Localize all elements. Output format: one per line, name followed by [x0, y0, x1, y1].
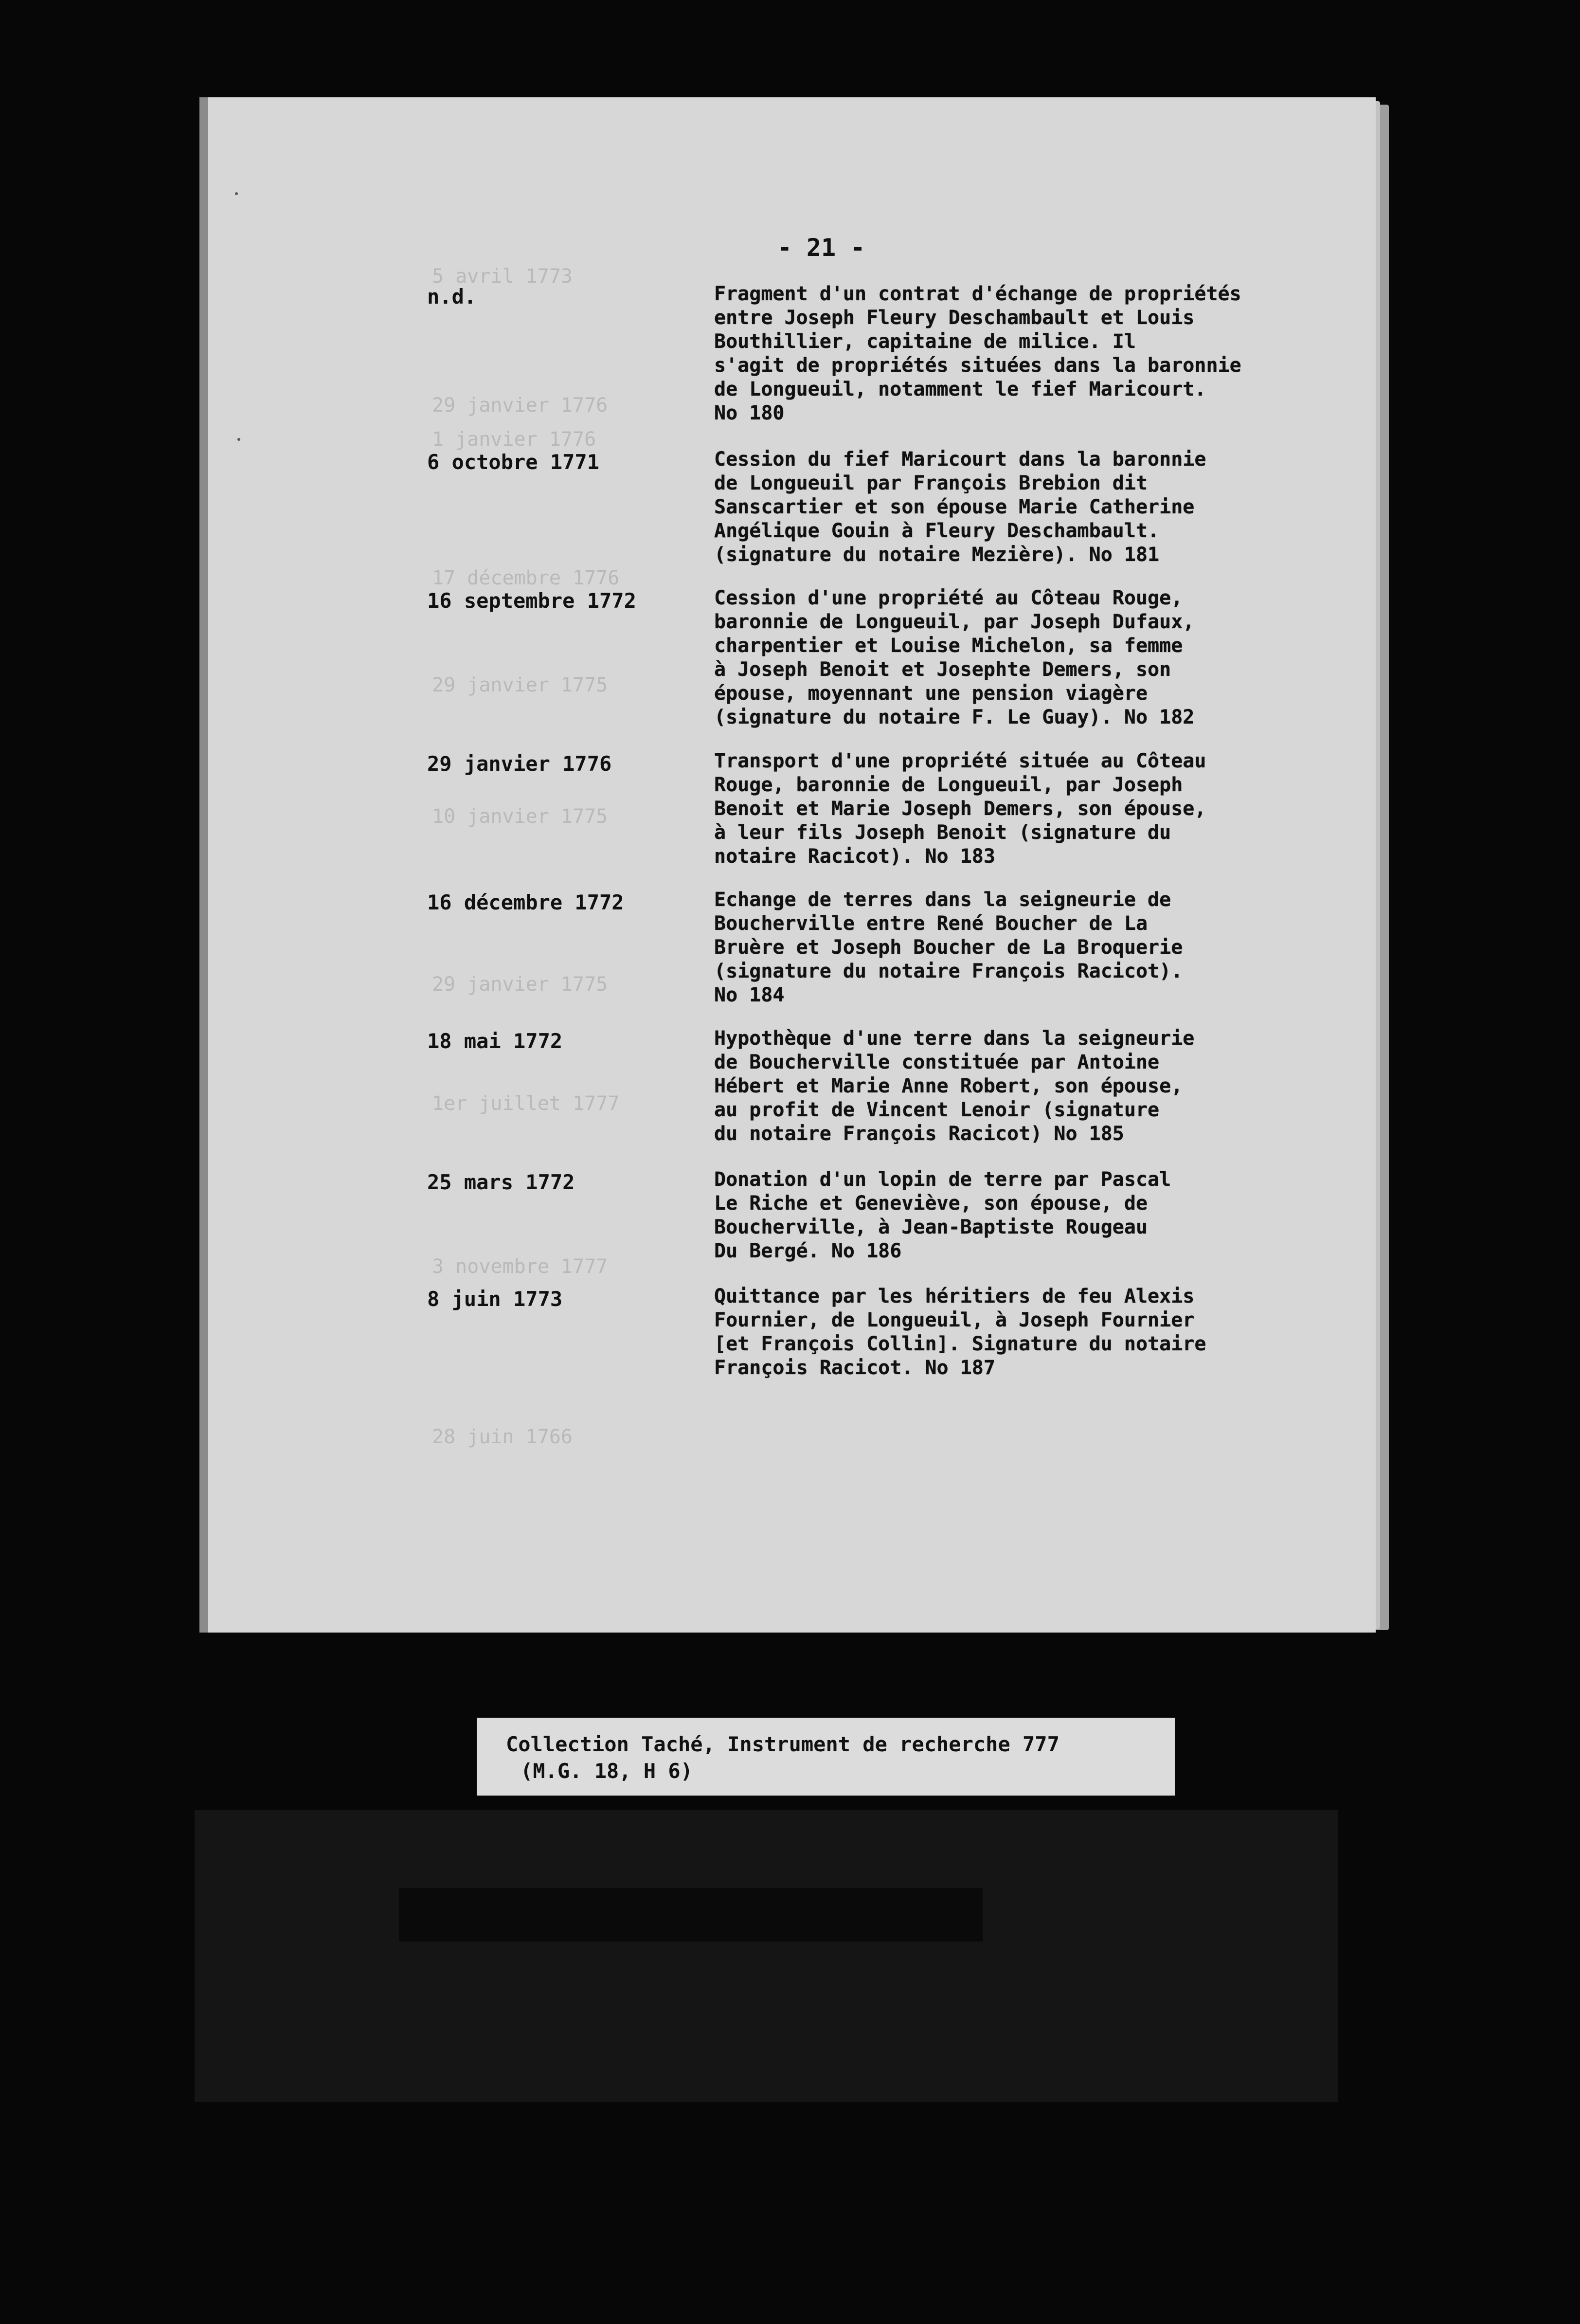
- entry-description: Cession d'une propriété au Côteau Rouge, baronnie de Longueuil, par Joseph Dufaux, charpentier et Louise Michelon, sa femme à Joseph Benoit et Josephte Demers, son épouse, moyennant une pension viagère (signature du notaire F. Le Guay). No 182: [714, 587, 1195, 728]
- dark-underlay-band: [399, 1888, 983, 1942]
- entry-description: Hypothèque d'une terre dans la seigneurie de Boucherville constituée par Antoine Hébert et Marie Anne Robert, son épouse, au profit de Vincent Lenoir (signature du notaire François Racicot) No 185: [714, 1027, 1195, 1145]
- dust-speck: [237, 438, 240, 441]
- bleed-through-date: 5 avril 1773: [432, 265, 573, 288]
- caption-reference: (M.G. 18, H 6): [521, 1759, 693, 1783]
- bleed-through-date: 1er juillet 1777: [432, 1092, 620, 1115]
- entry-date: 16 décembre 1772: [427, 890, 624, 914]
- bleed-through-date: 28 juin 1766: [432, 1426, 573, 1448]
- bleed-through-date: 1 janvier 1776: [432, 428, 596, 451]
- caption-title: Collection Taché, Instrument de recherche 777: [506, 1732, 1059, 1756]
- entry-description: Fragment d'un contrat d'échange de propriétés entre Joseph Fleury Deschambault et Louis Bouthillier, capitaine de milice. Il s'agit de propriétés situées dans la baronnie de Longueuil, notamment le fief Maricourt. No 180: [714, 283, 1241, 424]
- entry-date: 16 septembre 1772: [427, 589, 636, 613]
- collection-caption: [477, 1718, 1175, 1796]
- bleed-through-date: 10 janvier 1775: [432, 805, 608, 828]
- entry-date: 6 octobre 1771: [427, 450, 600, 474]
- bleed-through-date: 29 janvier 1775: [432, 674, 608, 696]
- bleed-through-date: 17 décembre 1776: [432, 567, 620, 589]
- entry-date: 25 mars 1772: [427, 1170, 575, 1194]
- bleed-through-date: 29 janvier 1775: [432, 973, 608, 996]
- entry-date: n.d.: [427, 285, 477, 309]
- dust-speck: [235, 192, 238, 195]
- entry-date: 8 juin 1773: [427, 1287, 563, 1311]
- entry-description: Transport d'une propriété située au Côteau Rouge, baronnie de Longueuil, par Joseph Benoit et Marie Joseph Demers, son épouse, à leur fils Joseph Benoit (signature du notaire Racicot). No 183: [714, 750, 1206, 868]
- entry-description: Quittance par les héritiers de feu Alexis Fournier, de Longueuil, à Joseph Fournier [et François Collin]. Signature du notaire François Racicot. No 187: [714, 1285, 1206, 1379]
- page-number: - 21 -: [777, 234, 865, 262]
- entry-description: Cession du fief Maricourt dans la baronnie de Longueuil par François Brebion dit Sanscartier et son épouse Marie Catherine Angélique Gouin à Fleury Deschambault. (signature du notaire Mezière). No 181: [714, 448, 1206, 566]
- bleed-through-date: 3 novembre 1777: [432, 1255, 608, 1278]
- entry-description: Echange de terres dans la seigneurie de Boucherville entre René Boucher de La Bruère et Joseph Boucher de La Broquerie (signature du notaire François Racicot). No 184: [714, 889, 1183, 1006]
- dark-underlay: [195, 1810, 1338, 2102]
- entry-date: 29 janvier 1776: [427, 752, 612, 776]
- entry-description: Donation d'un lopin de terre par Pascal Le Riche et Geneviève, son épouse, de Boucherville, à Jean-Baptiste Rougeau Du Bergé. No 186: [714, 1168, 1171, 1262]
- document-page: [199, 97, 1376, 1633]
- entry-date: 18 mai 1772: [427, 1029, 563, 1053]
- bleed-through-date: 29 janvier 1776: [432, 394, 608, 417]
